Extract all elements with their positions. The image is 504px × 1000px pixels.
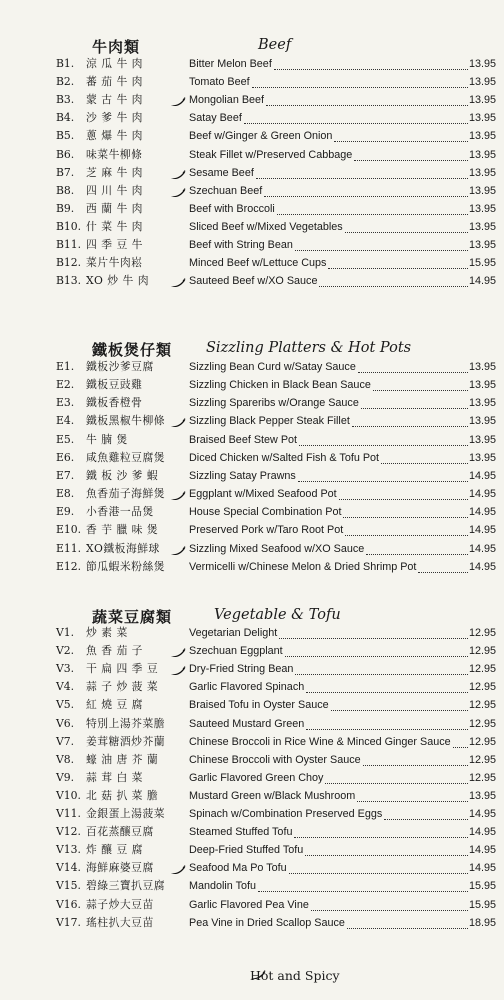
dot-leader [354, 142, 468, 161]
item-code: B1. [56, 57, 75, 70]
item-name-chinese: 鐵板香橙骨 [86, 396, 143, 410]
item-name: Vermicelli w/Chinese Melon & Dried Shrimp Pot [189, 560, 417, 573]
item-price: 14.95 [468, 488, 496, 501]
item-name-chinese: 碧綠三寶扒豆腐 [86, 879, 166, 893]
item-code: V1. [56, 626, 75, 639]
item-name-chinese: 牛 腩 煲 [86, 432, 128, 446]
item-code: V3. [56, 662, 75, 676]
item-name-chinese: 特別上湯芥菜膽 [86, 716, 166, 730]
item-name: Beef with String Bean [189, 239, 293, 251]
item-code: B13. [56, 274, 82, 288]
item-price: 13.95 [468, 451, 496, 464]
item-name-chinese: 紅 燒 豆 腐 [86, 698, 143, 712]
item-name-chinese: 節瓜蝦米粉絲煲 [86, 559, 166, 573]
item-code: B7. [56, 165, 75, 179]
item-code: E9. [56, 505, 75, 519]
item-code: V8. [56, 752, 75, 766]
item-name: Mandolin Tofu [189, 880, 257, 893]
section-title: Sizzling Platters & Hot Pots [206, 340, 412, 356]
item-name-chinese: 蒙 古 牛 肉 [86, 93, 143, 107]
dot-leader [366, 536, 468, 555]
item-name-chinese: 魚香茄子海鮮煲 [86, 487, 166, 501]
item-price: 13.95 [468, 379, 496, 392]
chili-pepper-icon [170, 276, 186, 286]
item-code: B12. [56, 256, 82, 270]
item-price: 13.95 [468, 397, 496, 410]
item-name: Spinach w/Combination Preserved Eggs [189, 808, 383, 820]
section-title: Vegetable & Tofu [214, 607, 341, 623]
item-name-chinese: 沙 爹 牛 肉 [86, 111, 143, 125]
item-price: 18.95 [468, 916, 496, 929]
item-name: Garlic Flavored Pea Vine [189, 898, 309, 911]
dot-leader [345, 214, 468, 233]
item-name: Preserved Pork w/Taro Root Pot [189, 524, 344, 537]
dot-leader [331, 692, 468, 711]
dot-leader [285, 638, 468, 657]
item-name-chinese: 小香港一品煲 [86, 505, 154, 519]
item-price: 14.95 [468, 275, 496, 288]
legend-label: Hot and Spicy [250, 968, 340, 983]
item-price: 12.95 [468, 735, 496, 748]
item-price: 13.95 [468, 361, 496, 373]
item-name: Mongolian Beef [189, 94, 265, 107]
item-code: E4. [56, 414, 75, 428]
dot-leader [358, 354, 468, 373]
item-price: 14.95 [468, 826, 496, 839]
item-name: Sizzling Mixed Seafood w/XO Sauce [189, 542, 365, 555]
item-name: Chinese Broccoli with Oyster Sauce [189, 753, 361, 766]
dot-leader [294, 819, 468, 838]
dot-leader [306, 711, 468, 730]
item-name: Sauteed Beef w/XO Sauce [189, 275, 318, 288]
item-name: Sliced Beef w/Mixed Vegetables [189, 220, 343, 233]
item-name-chinese: 干 扁 四 季 豆 [86, 662, 159, 676]
item-price: 14.95 [468, 524, 496, 537]
item-name-chinese: 金銀蛋上湯菠菜 [86, 807, 166, 820]
dot-leader [264, 178, 468, 197]
item-price: 14.95 [468, 862, 496, 875]
item-name: Seafood Ma Po Tofu [189, 862, 287, 875]
dot-leader [325, 765, 468, 784]
dot-leader [343, 499, 468, 518]
item-code: E10. [56, 523, 82, 537]
item-name-chinese: 香 芋 臘 味 煲 [86, 523, 159, 537]
item-code: V17. [56, 915, 81, 929]
dot-leader [311, 892, 468, 911]
dot-leader [298, 463, 468, 482]
dot-leader [357, 783, 468, 802]
dot-leader [244, 105, 468, 124]
item-code: B2. [56, 75, 75, 89]
item-name: Deep-Fried Stuffed Tofu [189, 844, 304, 857]
item-name: Sizzling Spareribs w/Orange Sauce [189, 397, 359, 410]
item-name-chinese: 炒 素 菜 [86, 626, 128, 639]
dot-leader [347, 910, 468, 929]
item-code: E7. [56, 468, 75, 482]
chili-pepper-icon [170, 95, 186, 105]
item-price: 12.95 [468, 699, 496, 712]
item-name-chinese: 魚 香 茄 子 [86, 644, 143, 658]
chili-pepper-icon [170, 544, 186, 554]
dot-leader [305, 837, 468, 856]
item-price: 15.95 [468, 257, 496, 270]
dot-leader [352, 408, 468, 427]
item-code: V15. [56, 879, 81, 893]
item-code: B5. [56, 129, 75, 143]
item-name: Mustard Green w/Black Mushroom [189, 789, 356, 802]
item-name-chinese: 鐵板黑椒牛柳條 [86, 414, 166, 428]
item-price: 14.95 [468, 469, 496, 482]
item-code: V5. [56, 698, 75, 712]
dot-leader [277, 196, 468, 215]
item-code: V2. [56, 644, 75, 658]
item-name-chinese: 芝 麻 牛 肉 [86, 165, 143, 179]
chili-pepper-icon [170, 186, 186, 196]
dot-leader [418, 554, 468, 573]
item-price: 12.95 [468, 645, 496, 658]
item-code: V11. [56, 807, 81, 820]
item-price: 13.95 [468, 433, 496, 446]
dot-leader [306, 674, 468, 693]
dot-leader [384, 801, 468, 820]
item-price: 13.95 [468, 789, 496, 802]
item-price: 14.95 [468, 506, 496, 519]
item-name: Steamed Stuffed Tofu [189, 826, 293, 839]
dot-leader [363, 747, 468, 766]
chili-pepper-icon [170, 863, 186, 873]
item-code: V7. [56, 734, 75, 748]
item-code: E2. [56, 378, 75, 392]
item-name-chinese: 蠔 油 唐 芥 蘭 [86, 752, 159, 766]
item-name: House Special Combination Pot [189, 506, 342, 519]
item-name-chinese: 鐵板豆豉雞 [86, 378, 143, 392]
item-name-chinese: 西 蘭 牛 肉 [86, 201, 143, 215]
item-name: Sesame Beef [189, 166, 254, 179]
item-name: Sizzling Chicken in Black Bean Sauce [189, 379, 371, 392]
item-code: V10. [56, 788, 81, 802]
dot-leader [373, 372, 468, 391]
item-price: 12.95 [468, 771, 496, 784]
item-name: Beef w/Ginger & Green Onion [189, 130, 333, 143]
chili-pepper-icon [170, 489, 186, 499]
item-name: Pea Vine in Dried Scallop Sauce [189, 916, 345, 929]
item-price: 15.95 [468, 898, 496, 911]
item-name: Sizzling Black Pepper Steak Fillet [189, 415, 350, 428]
item-code: E3. [56, 396, 75, 410]
item-name: Dry-Fried String Bean [189, 663, 294, 676]
item-name: Beef with Broccoli [189, 202, 275, 215]
section-title-chinese: 牛肉類 [92, 38, 141, 56]
item-name-chinese: 蒜 子 炒 菠 菜 [86, 680, 159, 694]
item-code: V9. [56, 770, 75, 784]
item-name-chinese: 百花蒸釀豆腐 [86, 825, 154, 839]
dot-leader [453, 729, 468, 748]
chili-pepper-icon [170, 664, 186, 674]
chili-pepper-icon [170, 168, 186, 178]
item-code: B3. [56, 93, 75, 107]
item-price: 14.95 [468, 844, 496, 857]
item-name: Garlic Flavored Green Choy [189, 771, 324, 784]
item-name: Braised Beef Stew Pot [189, 433, 298, 446]
item-name-chinese: 鐵板沙爹豆腐 [86, 360, 154, 373]
dot-leader [345, 517, 468, 536]
item-code: E6. [56, 450, 75, 464]
item-price: 13.95 [468, 76, 496, 89]
dot-leader [299, 427, 468, 446]
item-name-chinese: 蕃 茄 牛 肉 [86, 75, 143, 89]
item-code: E12. [56, 559, 82, 573]
item-name-chinese: 蒜子炒大豆苗 [86, 897, 154, 911]
dot-leader [279, 620, 468, 639]
dot-leader [361, 390, 468, 409]
item-name-chinese: 四 川 牛 肉 [86, 183, 143, 197]
item-code: B9. [56, 201, 75, 215]
dot-leader [339, 481, 468, 500]
item-code: E1. [56, 360, 75, 373]
item-price: 13.95 [468, 166, 496, 179]
dot-leader [381, 445, 468, 464]
item-name: Szechuan Eggplant [189, 645, 283, 658]
dot-leader [295, 232, 468, 251]
item-name: Szechuan Beef [189, 184, 263, 197]
dot-leader [256, 160, 468, 179]
menu-item [0, 715, 504, 733]
section-title-chinese: 蔬菜豆腐類 [92, 608, 173, 626]
chili-pepper-icon [170, 416, 186, 426]
item-name-chinese: 四 季 豆 牛 [86, 238, 143, 251]
item-name-chinese: 什 菜 牛 肉 [86, 219, 143, 233]
dot-leader [295, 656, 468, 675]
dot-leader [319, 268, 468, 287]
section-title-chinese: 鐵板煲仔類 [92, 341, 173, 359]
item-name: Braised Tofu in Oyster Sauce [189, 699, 329, 712]
menu-item [0, 558, 504, 576]
item-price: 13.95 [468, 94, 496, 107]
item-price: 13.95 [468, 112, 496, 125]
item-name: Satay Beef [189, 112, 242, 125]
item-name: Garlic Flavored Spinach [189, 681, 305, 694]
item-price: 14.95 [468, 560, 496, 573]
item-name: Vegetarian Delight [189, 627, 278, 639]
item-code: B11. [56, 238, 82, 251]
item-name-chinese: 蒜 茸 白 菜 [86, 770, 143, 784]
dot-leader [328, 250, 468, 269]
item-price: 13.95 [468, 239, 496, 251]
item-code: B10. [56, 219, 82, 233]
item-price: 13.95 [468, 220, 496, 233]
item-name-chinese: 涼 瓜 牛 肉 [86, 57, 143, 70]
item-name: Sauteed Mustard Green [189, 717, 305, 730]
item-price: 13.95 [468, 58, 496, 70]
item-code: E8. [56, 487, 75, 501]
item-name: Diced Chicken w/Salted Fish & Tofu Pot [189, 451, 380, 464]
item-name: Sizzling Bean Curd w/Satay Sauce [189, 361, 356, 373]
item-name-chinese: 咸魚雞粒豆腐煲 [86, 450, 166, 464]
item-code: V6. [56, 716, 75, 730]
dot-leader [274, 51, 468, 70]
item-price: 14.95 [468, 542, 496, 555]
item-price: 13.95 [468, 148, 496, 161]
dot-leader [252, 69, 468, 88]
item-price: 12.95 [468, 663, 496, 676]
item-price: 12.95 [468, 627, 496, 639]
item-code: B4. [56, 111, 75, 125]
item-name-chinese: 北 菇 扒 菜 膽 [86, 788, 159, 802]
item-price: 13.95 [468, 202, 496, 215]
item-code: V14. [56, 861, 81, 875]
item-code: E11. [56, 541, 82, 555]
item-name: Chinese Broccoli in Rice Wine & Minced Ginger Sauce [189, 735, 451, 748]
item-price: 12.95 [468, 753, 496, 766]
item-name: Sizzling Satay Prawns [189, 469, 296, 482]
item-name-chinese: 蔥 爆 牛 肉 [86, 129, 143, 143]
section-title: Beef [258, 37, 292, 53]
item-name: Steak Fillet w/Preserved Cabbage [189, 148, 353, 161]
item-code: B6. [56, 147, 75, 161]
item-name-chinese: 瑤柱扒大豆苗 [86, 915, 154, 929]
dot-leader [266, 87, 468, 106]
item-code: E5. [56, 432, 75, 446]
menu-item [0, 914, 504, 932]
item-price: 13.95 [468, 415, 496, 428]
item-name: Tomato Beef [189, 76, 250, 89]
item-name-chinese: 鐵 板 沙 爹 蝦 [86, 468, 159, 482]
item-code: V16. [56, 897, 81, 911]
item-code: B8. [56, 183, 75, 197]
item-name-chinese: 菜片牛肉崧 [86, 256, 143, 270]
item-price: 14.95 [468, 808, 496, 820]
item-code: V13. [56, 843, 81, 857]
item-name-chinese: 姜茸糖酒炒芥蘭 [86, 734, 166, 748]
item-name: Bitter Melon Beef [189, 58, 272, 70]
item-price: 13.95 [468, 130, 496, 143]
menu-item [0, 272, 504, 290]
item-name-chinese: 味菜牛柳條 [86, 147, 143, 161]
item-name-chinese: XO鐵板海鮮球 [86, 541, 160, 555]
item-price: 12.95 [468, 717, 496, 730]
item-name: Minced Beef w/Lettuce Cups [189, 257, 327, 270]
item-code: V12. [56, 825, 81, 839]
item-name-chinese: XO 炒 牛 肉 [86, 274, 150, 288]
item-price: 12.95 [468, 681, 496, 694]
item-price: 15.95 [468, 880, 496, 893]
item-name-chinese: 海鮮麻婆豆腐 [86, 861, 154, 875]
item-price: 13.95 [468, 184, 496, 197]
item-name-chinese: 炸 釀 豆 腐 [86, 843, 143, 857]
dot-leader [258, 873, 468, 892]
item-name: Eggplant w/Mixed Seafood Pot [189, 488, 337, 501]
chili-pepper-icon [170, 646, 186, 656]
dot-leader [289, 855, 468, 874]
dot-leader [334, 123, 468, 142]
item-code: V4. [56, 680, 75, 694]
